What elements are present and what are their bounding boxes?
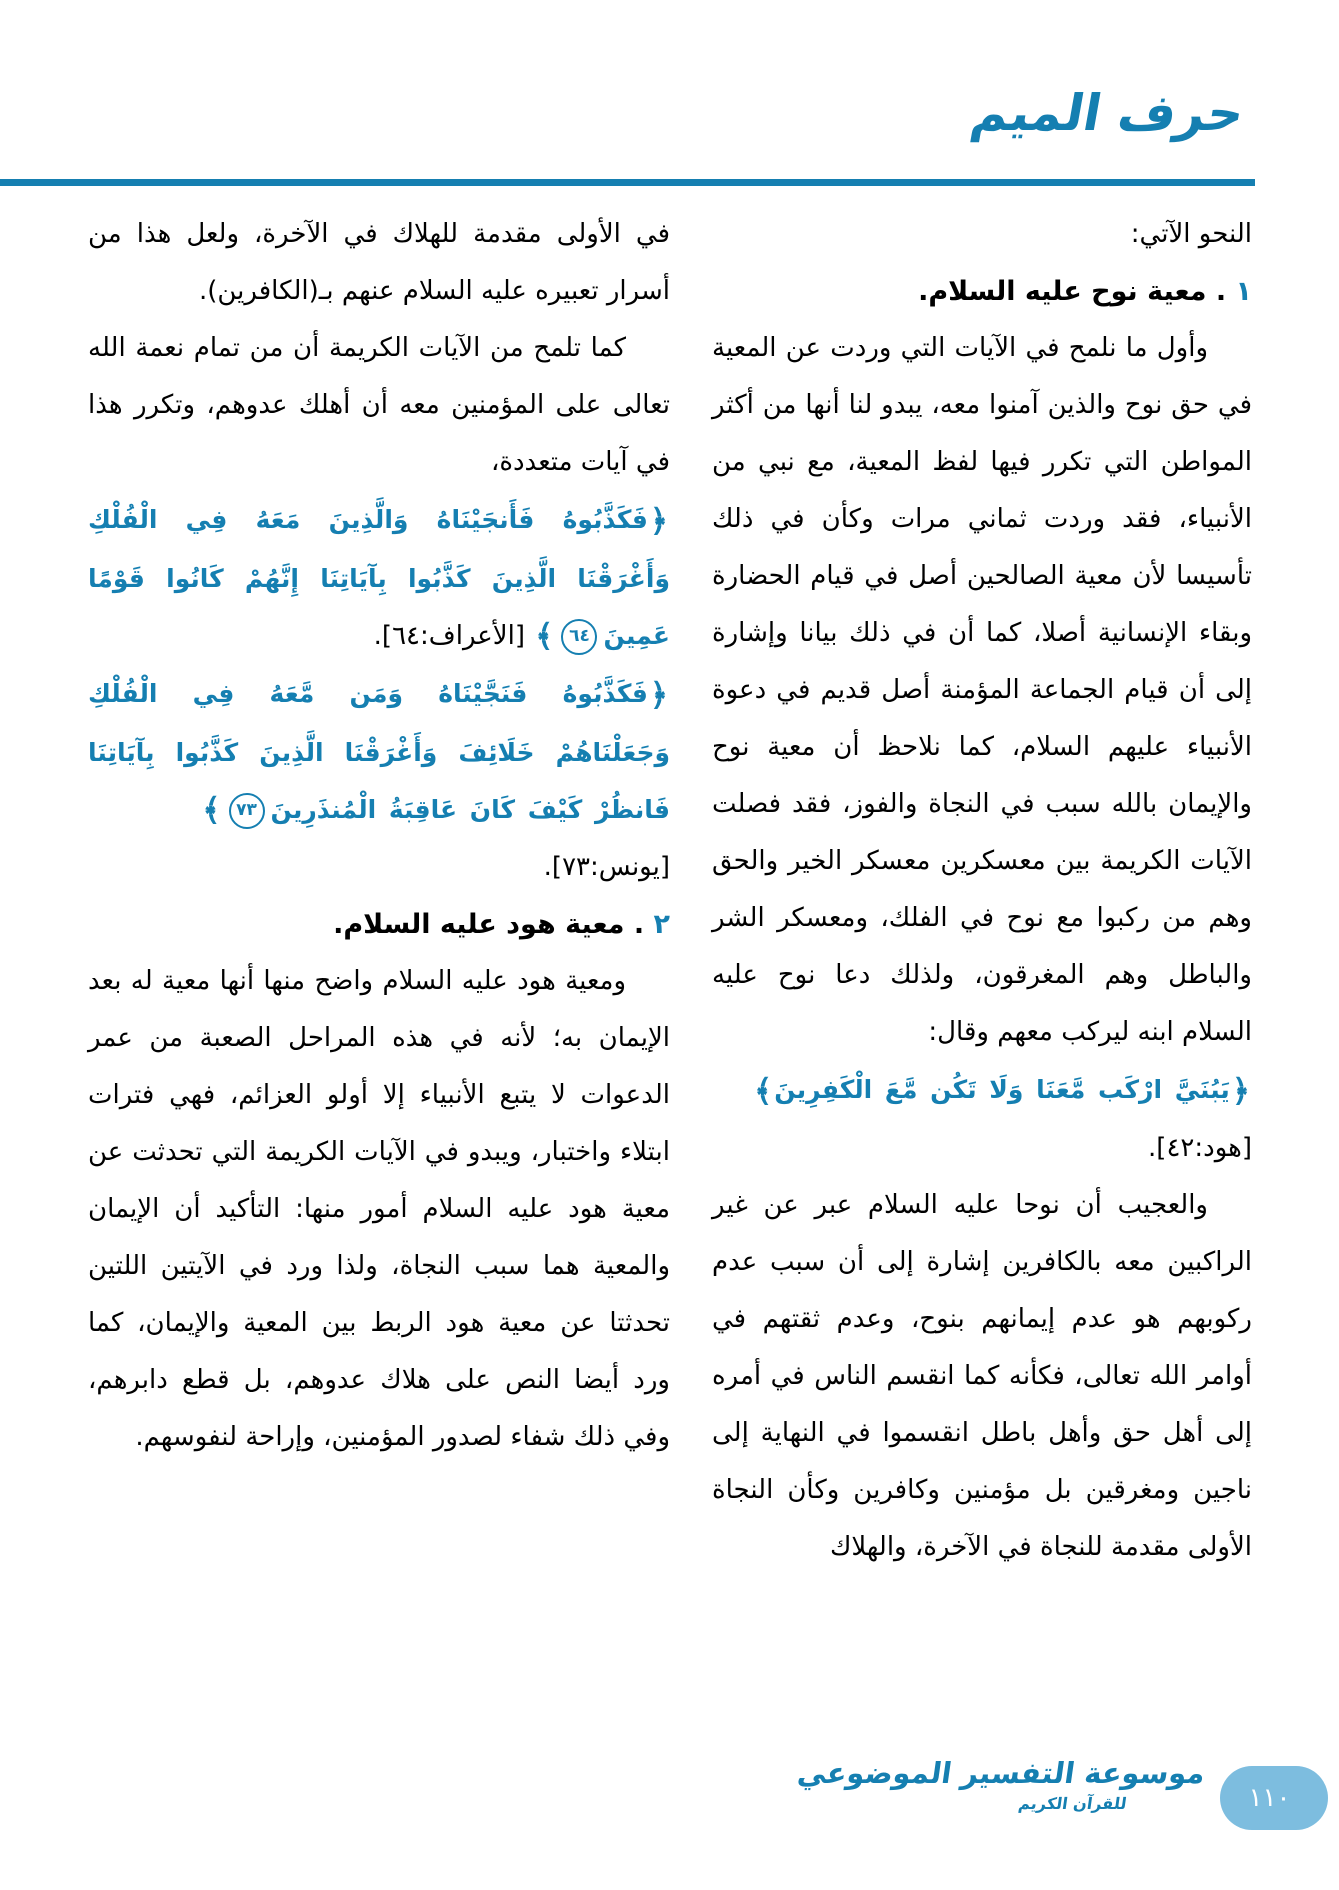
verse-number-medallion: ٧٣ <box>229 793 265 829</box>
verse-citation: [يونس:٧٣]. <box>543 852 670 882</box>
section-heading <box>88 896 670 953</box>
body-line: النحو الآتي: <box>1130 219 1252 249</box>
section-number: ١ <box>1235 276 1252 307</box>
content-columns <box>88 206 1252 1576</box>
publisher-logo <box>795 1756 1208 1813</box>
page-number-tab <box>1220 1766 1328 1830</box>
quran-verse <box>88 491 670 665</box>
verse-open-bracket-icon: ﴿ <box>649 502 668 539</box>
verse-citation: [هود:٤٢]. <box>1148 1132 1252 1163</box>
verse-close-bracket-icon: ﴾ <box>202 792 221 828</box>
section-heading-text: معية هود عليه السلام. <box>333 909 625 940</box>
verse-close-bracket-icon: ﴾ <box>754 1072 773 1109</box>
verse-open-bracket-icon: ﴿ <box>1231 1072 1250 1109</box>
section-separator: . <box>1206 276 1236 307</box>
verse-close-bracket-icon: ﴾ <box>535 618 554 654</box>
column-right <box>712 206 1252 1576</box>
paragraph: ومعية هود عليه السلام واضح منها أنها معية له بعد الإيمان به؛ لأنه في هذه المراحل الصعبة من عمر الدعوات لا يتبع الأنبياء إلا أولو العزائم، فهي فترات ابتلاء واختبار، ويبدو في الآيات الكريمة التي تحدثت عن معية هود عليه السلام أمور منها: التأكيد أن الإيمان والمعية هما سبب النجاة، ولذا ورد في الآيتين اللتين تحدثتا عن معية هود الربط بين المعية والإيمان، كما ورد أيضا النص على هلاك عدوهم، بل قطع دابرهم، وفي ذلك شفاء لصدور المؤمنين، وإراحة لنفوسهم. <box>88 966 670 1452</box>
column-left <box>88 206 670 1576</box>
verse-open-bracket-icon: ﴿ <box>649 676 668 713</box>
verse-number-medallion: ٦٤ <box>561 619 597 655</box>
section-separator: . <box>624 909 654 940</box>
publisher-logo-subtitle: للقرآن الكريم <box>1017 1794 1128 1813</box>
section-heading-text: معية نوح عليه السلام. <box>918 276 1207 307</box>
paragraph: في الأولى مقدمة للهلاك في الآخرة، ولعل هذا من أسرار تعبيره عليه السلام عنهم بـ(الكافرين). <box>88 219 670 306</box>
quran-verse-text: فَكَذَّبُوهُ فَأَنجَيْنَاهُ وَالَّذِينَ مَعَهُ فِي الْفُلْكِ وَأَغْرَقْنَا الَّذِينَ كَذَّبُوا بِآيَاتِنَا إِنَّهُمْ كَانُوا قَوْمًا عَمِينَ <box>88 505 670 650</box>
section-number: ٢ <box>653 909 670 940</box>
publisher-logo-title: موسوعة التفسير الموضوعي <box>795 1756 1208 1790</box>
paragraph: وأول ما نلمح في الآيات التي وردت عن المعية في حق نوح والذين آمنوا معه، يبدو لنا أنها من أكثر المواطن التي تكرر فيها لفظ المعية، مع نبي من الأنبياء، فقد وردت ثماني مرات وكأن في ذلك تأسيسا لأن معية الصالحين أصل في قيام الحضارة وبقاء الإنسانية أصلا، كما أن في ذلك بيانا وإشارة إلى أن قيام الجماعة المؤمنة أصل قديم في دعوة الأنبياء عليهم السلام، كما نلاحظ أن معية نوح والإيمان بالله سبب في النجاة والفوز، فقد فصلت الآيات الكريمة بين معسكرين معسكر الخير والحق وهم من ركبوا مع نوح في الفلك، ومعسكر الشر والباطل وهم المغرقون، ولذلك دعا نوح عليه السلام ابنه ليركب معهم وقال: <box>712 333 1252 1047</box>
paragraph: كما تلمح من الآيات الكريمة أن من تمام نعمة الله تعالى على المؤمنين معه أن أهلك عدوهم، وتكرر هذا في آيات متعددة، <box>88 333 670 477</box>
page-number: ١١٠ <box>1248 1783 1291 1813</box>
header-rule <box>0 179 1255 186</box>
quran-verse <box>88 665 670 839</box>
paragraph: والعجيب أن نوحا عليه السلام عبر عن غير الراكبين معه بالكافرين إشارة إلى أن سبب عدم ركوبهم هو عدم إيمانهم بنوح، وعدم ثقتهم في أوامر الله تعالى، فكأنه كما انقسم الناس في أمره إلى أهل حق وأهل باطل انقسموا في النهاية إلى ناجين ومغرقين بل مؤمنين وكافرين وكأن النجاة الأولى مقدمة للنجاة في الآخرة، والهلاك <box>712 1189 1252 1562</box>
section-heading <box>712 263 1252 320</box>
quran-verse-text: يَبُنَيَّ ارْكَب مَّعَنَا وَلَا تَكُن مَّعَ الْكَفِرِينَ <box>774 1075 1230 1104</box>
quran-verse-text: فَكَذَّبُوهُ فَنَجَّيْنَاهُ وَمَن مَّعَهُ فِي الْفُلْكِ وَجَعَلْنَاهُمْ خَلَائِفَ وَأَغْرَقْنَا الَّذِينَ كَذَّبُوا بِآيَاتِنَا فَانظُرْ كَيْفَ كَانَ عَاقِبَةُ الْمُنذَرِينَ <box>88 679 670 824</box>
chapter-header-title: حرف الميم <box>967 84 1250 142</box>
quran-verse <box>712 1061 1252 1120</box>
verse-citation: [الأعراف:٦٤]. <box>373 620 534 651</box>
